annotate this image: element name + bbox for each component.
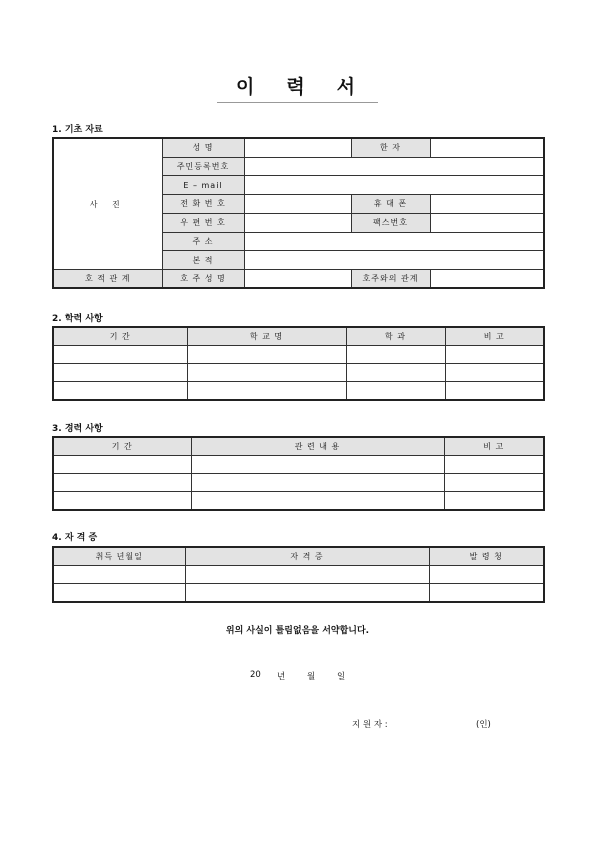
career-cell[interactable] — [53, 456, 191, 474]
edu-cell[interactable] — [187, 364, 346, 382]
career-cell[interactable] — [444, 474, 544, 492]
hanja-field[interactable] — [430, 138, 544, 157]
section-education-title: 2. 학력 사항 — [52, 314, 103, 324]
section-career-title: 3. 경력 사항 — [52, 424, 103, 434]
table-row — [53, 492, 544, 511]
edu-cell[interactable] — [346, 382, 445, 401]
career-header-content: 관 련 내 용 — [191, 437, 444, 456]
career-cell[interactable] — [191, 492, 444, 511]
edu-header-period: 기 간 — [53, 327, 187, 346]
address-label: 주 소 — [162, 232, 244, 251]
section-license-title: 4. 자 격 증 — [52, 533, 98, 543]
license-cell[interactable] — [53, 566, 185, 584]
resident-no-label: 주민등록번호 — [162, 157, 244, 176]
table-row — [53, 566, 544, 584]
career-cell[interactable] — [444, 456, 544, 474]
title-char-3: 서 — [336, 76, 360, 98]
edu-cell[interactable] — [445, 364, 544, 382]
license-header-issuer: 발 령 청 — [429, 547, 544, 566]
edu-cell[interactable] — [187, 382, 346, 401]
edu-cell[interactable] — [53, 364, 187, 382]
date-year-unit: 년 — [277, 672, 286, 682]
license-header-name: 자 격 증 — [185, 547, 429, 566]
address-field[interactable] — [244, 232, 544, 251]
zip-field[interactable] — [244, 213, 351, 232]
origin-field[interactable] — [244, 251, 544, 270]
date-day-unit: 일 — [337, 672, 346, 682]
career-cell[interactable] — [53, 474, 191, 492]
license-cell[interactable] — [429, 566, 544, 584]
mobile-label: 휴 대 폰 — [351, 195, 430, 214]
applicant-seal: (인) — [476, 720, 491, 730]
origin-label: 본 적 — [162, 251, 244, 270]
edu-header-school: 학 교 명 — [187, 327, 346, 346]
email-label: E – mail — [162, 176, 244, 195]
license-cell[interactable] — [53, 584, 185, 603]
edu-cell[interactable] — [187, 346, 346, 364]
pledge-text: 위의 사실이 틀림없음을 서약합니다. — [225, 626, 370, 636]
applicant-label: 지 원 자 : — [352, 720, 388, 730]
phone-field[interactable] — [244, 195, 351, 214]
table-row — [53, 456, 544, 474]
edu-header-major: 학 과 — [346, 327, 445, 346]
fax-field[interactable] — [430, 213, 544, 232]
edu-header-note: 비 고 — [445, 327, 544, 346]
career-cell[interactable] — [444, 492, 544, 511]
email-field[interactable] — [244, 176, 544, 195]
zip-label: 우 편 번 호 — [162, 213, 244, 232]
table-row — [53, 346, 544, 364]
table-row — [53, 364, 544, 382]
title-char-2: 력 — [286, 76, 309, 98]
license-cell[interactable] — [429, 584, 544, 603]
edu-cell[interactable] — [346, 346, 445, 364]
page-title — [217, 72, 378, 103]
license-header-date: 취득 년월일 — [53, 547, 185, 566]
education-table — [52, 326, 545, 401]
mobile-field[interactable] — [430, 195, 544, 214]
head-relation-field[interactable] — [430, 270, 544, 289]
name-field[interactable] — [244, 138, 351, 157]
career-cell[interactable] — [53, 492, 191, 511]
photo-cell: 사 진 — [53, 138, 162, 270]
name-label: 성 명 — [162, 138, 244, 157]
phone-label: 전 화 번 호 — [162, 195, 244, 214]
edu-cell[interactable] — [53, 382, 187, 401]
hanja-label: 한 자 — [351, 138, 430, 157]
edu-cell[interactable] — [53, 346, 187, 364]
date-month-unit: 월 — [307, 672, 316, 682]
title-char-1: 이 — [235, 76, 259, 98]
license-table — [52, 546, 545, 603]
table-row — [53, 584, 544, 603]
career-header-period: 기 간 — [53, 437, 191, 456]
table-row — [53, 474, 544, 492]
career-cell[interactable] — [191, 456, 444, 474]
edu-cell[interactable] — [445, 346, 544, 364]
date-year: 20 — [250, 670, 261, 680]
edu-cell[interactable] — [445, 382, 544, 401]
fax-label: 팩스번호 — [351, 213, 430, 232]
career-table — [52, 436, 545, 511]
career-header-note: 비 고 — [444, 437, 544, 456]
head-name-field[interactable] — [244, 270, 351, 289]
head-relation-label: 호주와의 관계 — [351, 270, 430, 289]
license-cell[interactable] — [185, 584, 429, 603]
career-cell[interactable] — [191, 474, 444, 492]
table-row — [53, 382, 544, 401]
section-basic-title: 1. 기초 자료 — [52, 125, 103, 135]
applicant-name-field[interactable] — [402, 716, 472, 728]
license-cell[interactable] — [185, 566, 429, 584]
resident-no-field[interactable] — [244, 157, 544, 176]
edu-cell[interactable] — [346, 364, 445, 382]
family-relation-label: 호 적 관 계 — [53, 270, 162, 289]
head-name-label: 호 주 성 명 — [162, 270, 244, 289]
basic-info-table — [52, 137, 545, 289]
